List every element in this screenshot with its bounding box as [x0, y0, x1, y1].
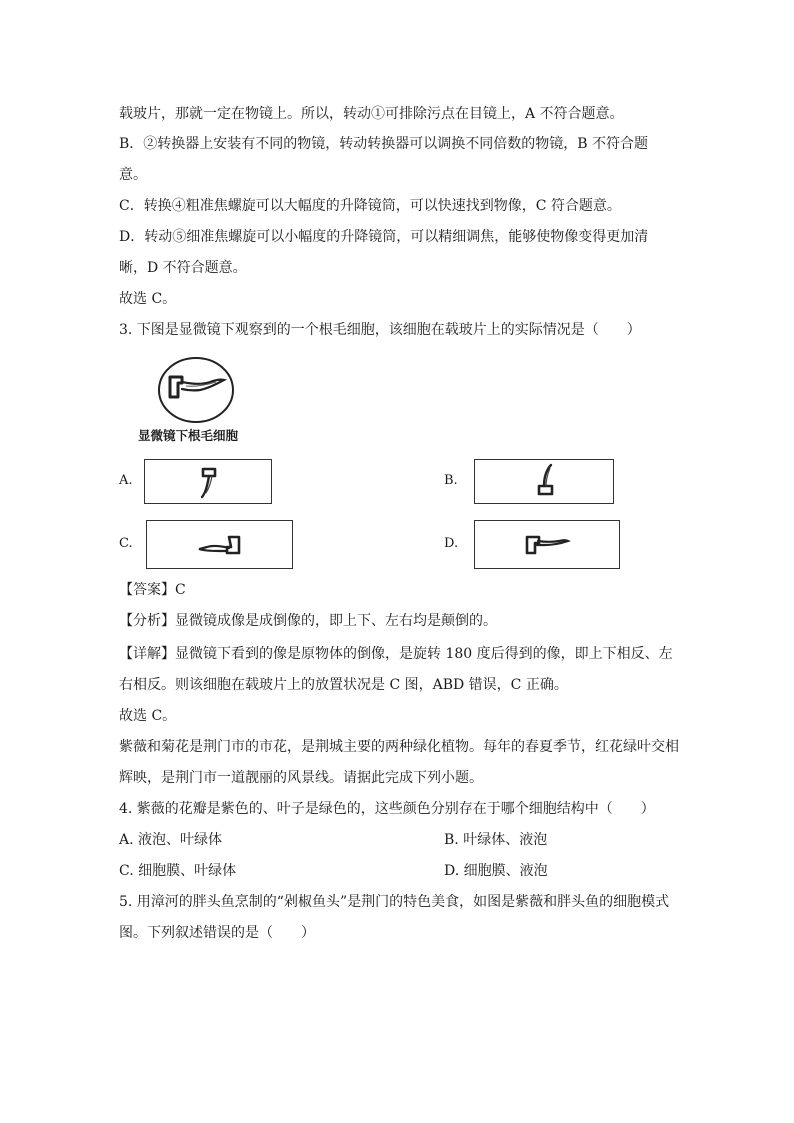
question-3: 3. 下图是显微镜下观察到的一个根毛细胞，该细胞在载玻片上的实际情况是（ ） — [119, 322, 641, 338]
text-line: B．②转换器上安装有不同的物镜，转动转换器可以调换不同倍数的物镜，B 不符合题 — [119, 136, 649, 152]
context-line: 辉映，是荆门市一道靓丽的风景线。请据此完成下列小题。 — [119, 770, 483, 786]
option-d-image — [474, 520, 620, 569]
question-5-cont: 图。下列叙述错误的是（ ） — [119, 925, 315, 941]
option-b-letter: B. — [444, 473, 458, 488]
text-line: 载玻片，那就一定在物镜上。所以，转动①可排除污点在目镜上，A 不符合题意。 — [119, 106, 624, 122]
q4-option-d: D. 细胞膜、液泡 — [444, 863, 548, 879]
detail-line: 右相反。则该细胞在载玻片上的放置状况是 C 图，ABD 错误，C 正确。 — [119, 677, 568, 693]
option-a-image — [144, 459, 272, 504]
option-c-image — [146, 520, 293, 569]
text-line: 意。 — [119, 167, 147, 183]
microscope-view-figure — [156, 355, 236, 425]
option-c-letter: C. — [119, 536, 133, 551]
question-4: 4. 紫薇的花瓣是紫色的、叶子是绿色的，这些颜色分别存在于哪个细胞结构中（ ） — [119, 801, 655, 817]
conclusion-line: 故选 C。 — [119, 708, 177, 724]
option-d-letter: D. — [444, 536, 459, 551]
figure-caption: 显微镜下根毛细胞 — [138, 428, 239, 443]
option-a-letter: A. — [119, 473, 133, 488]
analysis-line: 【分析】显微镜成像是成倒像的，即上下、左右均是颠倒的。 — [119, 613, 497, 629]
answer-line: 【答案】C — [119, 582, 186, 598]
option-b-image — [474, 459, 614, 504]
text-line: C．转换④粗准焦螺旋可以大幅度的升降镜筒，可以快速找到物像，C 符合题意。 — [119, 198, 621, 214]
text-line: 晰，D 不符合题意。 — [119, 260, 247, 276]
question-5: 5. 用漳河的胖头鱼烹制的“剁椒鱼头”是荆门的特色美食，如图是紫薇和胖头鱼的细胞模式 — [119, 894, 670, 910]
detail-line: 【详解】显微镜下看到的像是原物体的倒像，是旋转 180 度后得到的像，即上下相反、左 — [119, 646, 673, 662]
q4-option-c: C. 细胞膜、叶绿体 — [119, 863, 237, 879]
context-line: 紫薇和菊花是荆门市的市花，是荆城主要的两种绿化植物。每年的春夏季节，红花绿叶交相 — [119, 739, 679, 755]
text-line: D．转动⑤细准焦螺旋可以小幅度的升降镜筒，可以精细调焦，能够使物像变得更加清 — [119, 229, 649, 245]
text-line: 故选 C。 — [119, 291, 177, 307]
q4-option-a: A. 液泡、叶绿体 — [119, 832, 223, 848]
q4-option-b: B. 叶绿体、液泡 — [444, 832, 548, 848]
